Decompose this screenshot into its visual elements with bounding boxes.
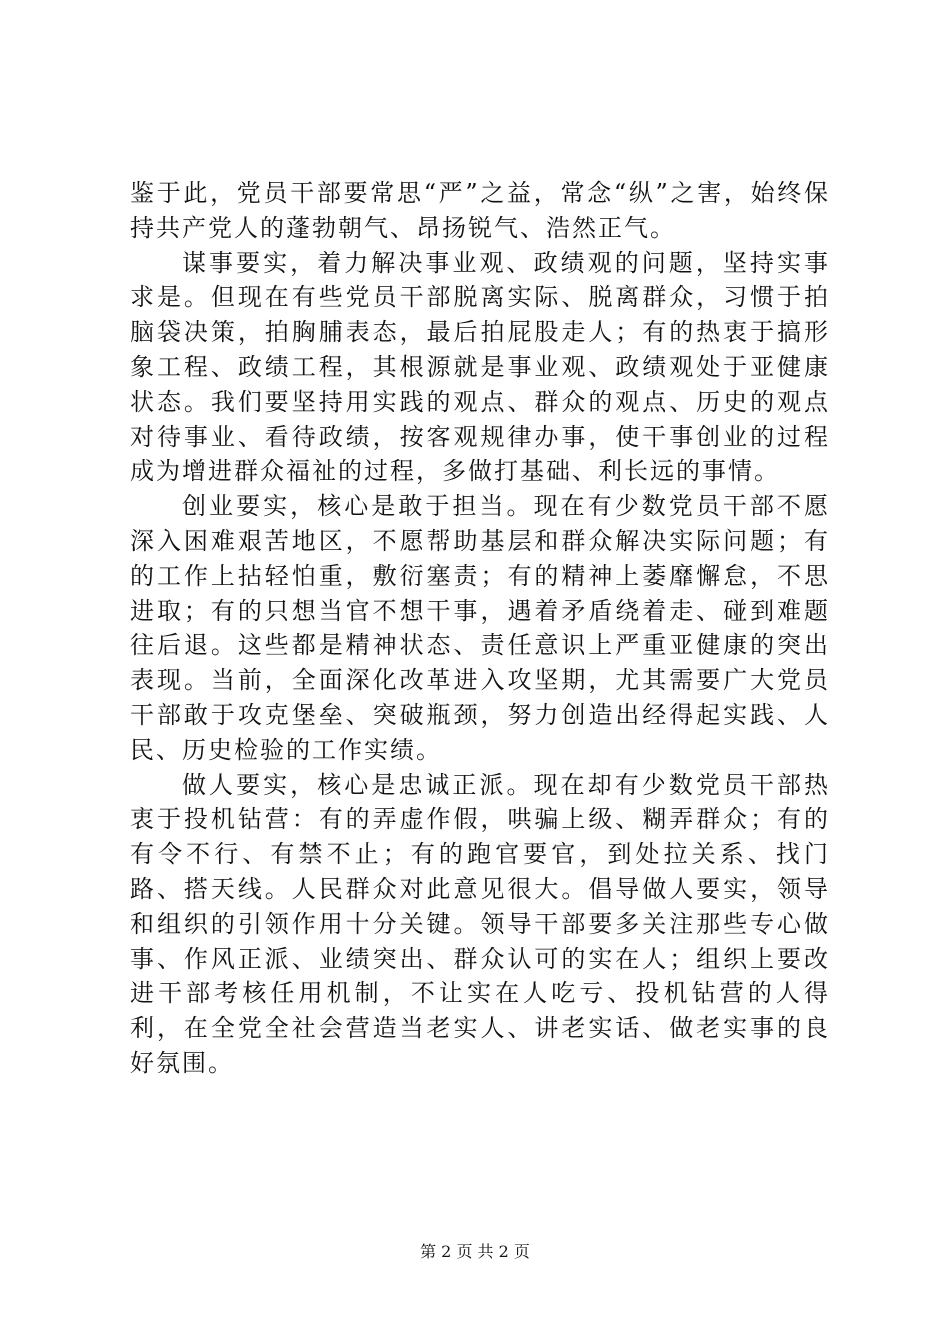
paragraph-4: 做人要实，核心是忠诚正派。现在却有少数党员干部热衷于投机钻营：有的弄虚作假，哄骗上级、糊弄群众；有的有令不行、有禁不止；有的跑官要官，到处拉关系、找门路、搭天线。人民群众对此意见很大。倡导做人要实，领导和组织的引领作用十分关键。领导干部要多关注那些专心做事、作风正派、业绩突出、群众认可的实在人；组织上要改进干部考核任用机制，不让实在人吃亏、投机钻营的人得利，在全党全社会营造当老实人、讲老实话、做老实事的良好氛围。: [130, 770, 830, 1077]
paragraph-1: 鉴于此，党员干部要常思“严”之益，常念“纵”之害，始终保持共产党人的蓬勃朝气、昂扬锐气、浩然正气。: [130, 179, 830, 242]
page-footer: 第 2 页 共 2 页: [420, 1242, 530, 1261]
paragraph-3: 创业要实，核心是敢于担当。现在有少数党员干部不愿深入困难艰苦地区，不愿帮助基层和群众解决实际问题；有的工作上拈轻怕重，敷衍塞责；有的精神上萎靡懈怠，不思进取；有的只想当官不想干事，遇着矛盾绕着走、碰到难题往后退。这些都是精神状态、责任意识上严重亚健康的突出表现。当前，全面深化改革进入攻坚期，尤其需要广大党员干部敢于攻克堡垒、突破瓶颈，努力创造出经得起实践、人民、历史检验的工作实绩。: [130, 492, 830, 764]
paragraph-2: 谋事要实，着力解决事业观、政绩观的问题，坚持实事求是。但现在有些党员干部脱离实际、脱离群众，习惯于拍脑袋决策，拍胸脯表态，最后拍屁股走人；有的热衷于搞形象工程、政绩工程，其根源就是事业观、政绩观处于亚健康状态。我们要坚持用实践的观点、群众的观点、历史的观点对待事业、看待政绩，按客观规律办事，使干事创业的过程成为增进群众福祉的过程，多做打基础、利长远的事情。: [130, 248, 830, 486]
document-body: [130, 176, 830, 1081]
